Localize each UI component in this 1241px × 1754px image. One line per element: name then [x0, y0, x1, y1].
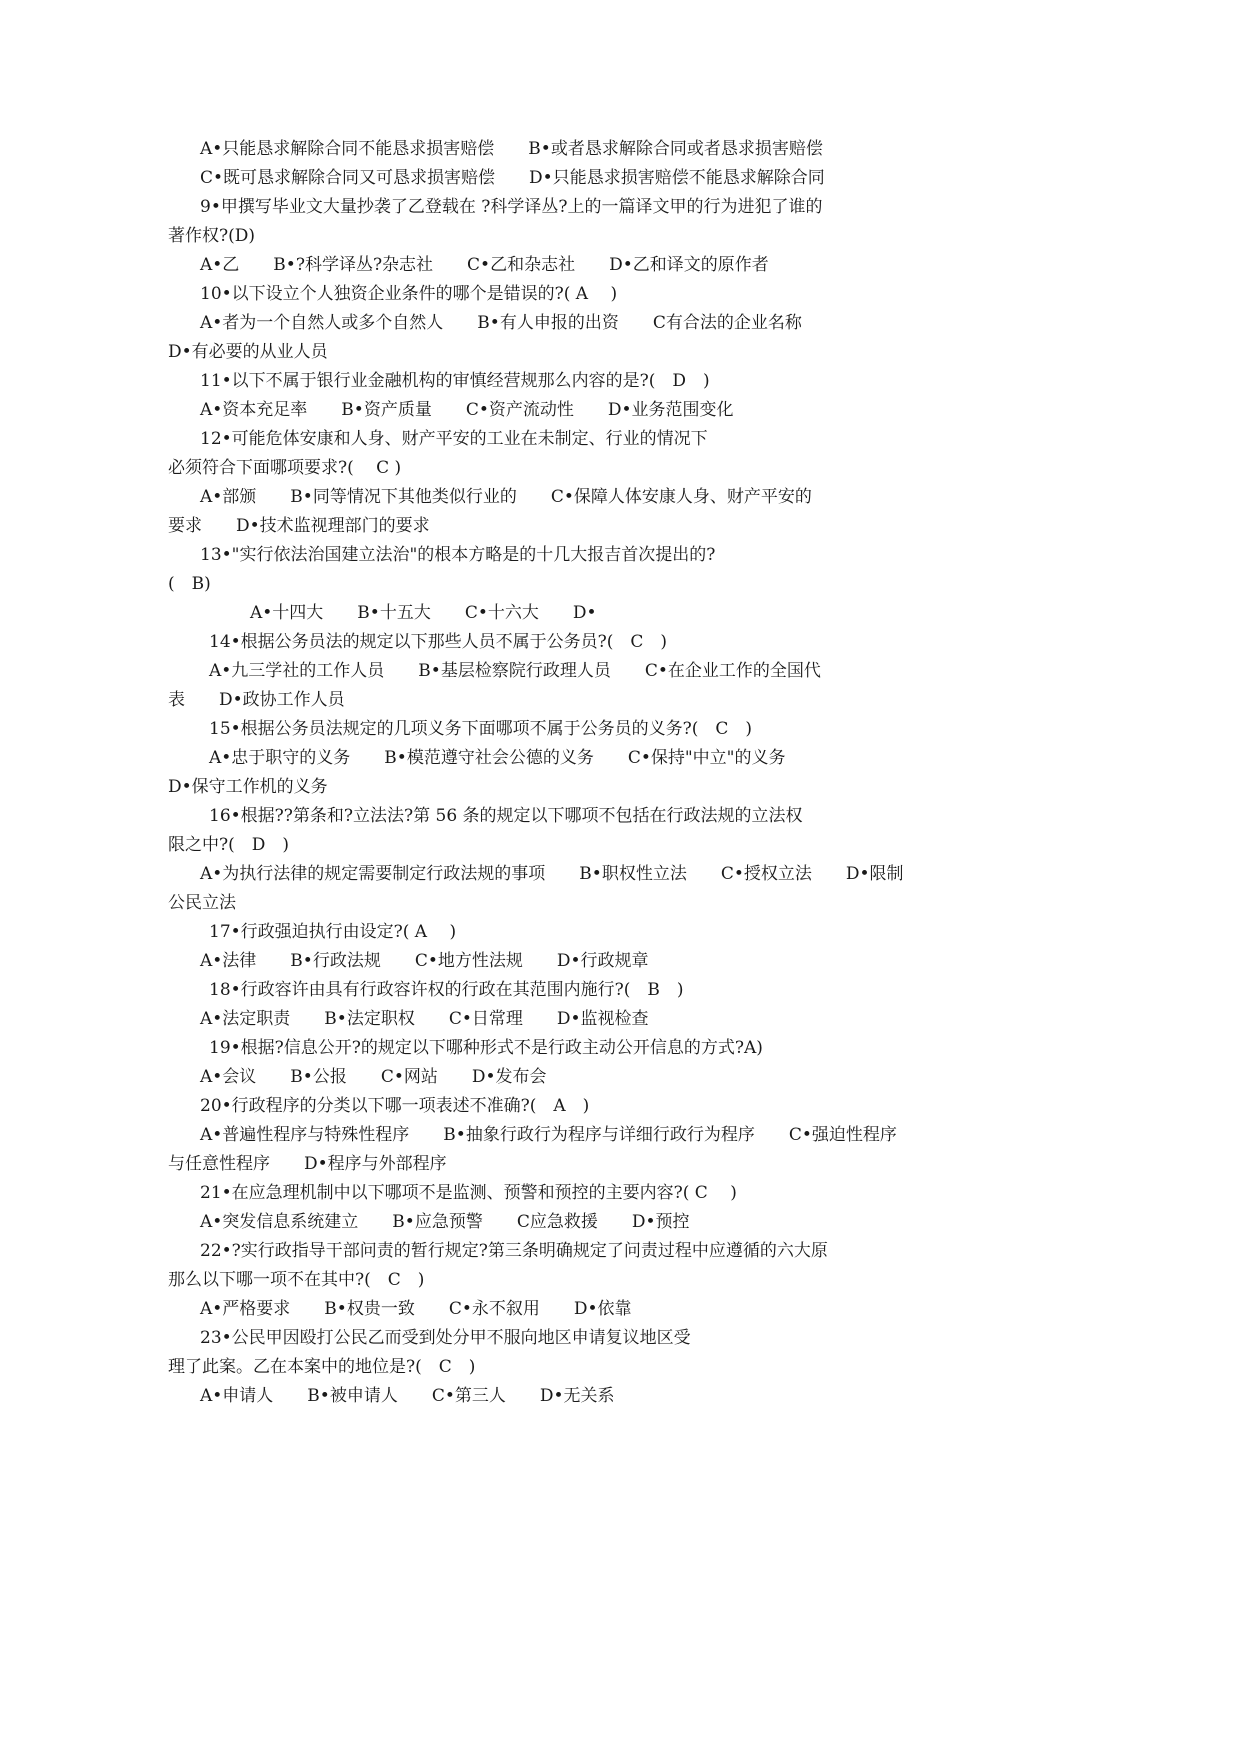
text-line: D•保守工作机的义务 [168, 777, 328, 797]
text-line: 15•根据公务员法规定的几项义务下面哪项不属于公务员的义务?( C ) [209, 719, 753, 739]
text-line: A•十四大 B•十五大 C•十六大 D• [250, 603, 597, 623]
text-line: 表 D•政协工作人员 [168, 690, 345, 710]
text-line: 公民立法 [168, 893, 236, 913]
text-line: A•法定职责 B•法定职权 C•日常理 D•监视检查 [200, 1009, 649, 1029]
text-line: 著作权?(D) [168, 226, 256, 246]
text-line: A•部颁 B•同等情况下其他类似行业的 C•保障人体安康人身、财产平安的 [200, 487, 812, 507]
text-line: 要求 D•技术监视理部门的要求 [168, 516, 430, 536]
text-line: A•突发信息系统建立 B•应急预警 C应急救援 D•预控 [200, 1212, 690, 1232]
text-line: 17•行政强迫执行由设定?( A ) [209, 922, 457, 942]
text-line: 19•根据?信息公开?的规定以下哪种形式不是行政主动公开信息的方式?A) [209, 1038, 763, 1058]
text-line: 9•甲撰写毕业文大量抄袭了乙登载在 ?科学译丛?上的一篇译文甲的行为进犯了谁的 [200, 197, 823, 217]
text-line: A•申请人 B•被申请人 C•第三人 D•无关系 [200, 1386, 615, 1406]
text-line: ( B) [168, 574, 211, 594]
text-line: 理了此案。乙在本案中的地位是?( C ) [168, 1357, 476, 1377]
text-line: D•有必要的从业人员 [168, 342, 328, 362]
text-line: 11•以下不属于银行业金融机构的审慎经营规那么内容的是?( D ) [200, 371, 710, 391]
text-line: A•会议 B•公报 C•网站 D•发布会 [200, 1067, 547, 1087]
text-line: A•严格要求 B•权贵一致 C•永不叙用 D•依靠 [200, 1299, 632, 1319]
text-line: 18•行政容许由具有行政容许权的行政在其范围内施行?( B ) [209, 980, 684, 1000]
text-line: 必须符合下面哪项要求?( C ) [168, 458, 402, 478]
text-line: A•九三学社的工作人员 B•基层检察院行政理人员 C•在企业工作的全国代 [209, 661, 821, 681]
text-line: A•乙 B•?科学译丛?杂志社 C•乙和杂志社 D•乙和译文的原作者 [200, 255, 769, 275]
text-line: A•只能恳求解除合同不能恳求损害赔偿 B•或者恳求解除合同或者恳求损害赔偿 [200, 139, 823, 159]
text-line: 那么以下哪一项不在其中?( C ) [168, 1270, 425, 1290]
text-line: A•法律 B•行政法规 C•地方性法规 D•行政规章 [200, 951, 649, 971]
text-line: 20•行政程序的分类以下哪一项表述不准确?( A ) [200, 1096, 590, 1116]
text-line: 21•在应急理机制中以下哪项不是监测、预警和预控的主要内容?( C ) [200, 1183, 737, 1203]
text-line: 14•根据公务员法的规定以下那些人员不属于公务员?( C ) [209, 632, 668, 652]
text-line: 16•根据??第条和?立法法?第 56 条的规定以下哪项不包括在行政法规的立法权 [209, 806, 803, 826]
text-line: A•忠于职守的义务 B•模范遵守社会公德的义务 C•保持"中立"的义务 [209, 748, 786, 768]
text-line: 13•"实行依法治国建立法治"的根本方略是的十几大报吉首次提出的? [200, 545, 716, 565]
text-line: A•资本充足率 B•资产质量 C•资产流动性 D•业务范围变化 [200, 400, 734, 420]
text-line: 22•?实行政指导干部问责的暂行规定?第三条明确规定了问责过程中应遵循的六大原 [200, 1241, 828, 1261]
text-line: 限之中?( D ) [168, 835, 290, 855]
text-line: 与任意性程序 D•程序与外部程序 [168, 1154, 447, 1174]
text-line: A•者为一个自然人或多个自然人 B•有人申报的出资 C有合法的企业名称 [200, 313, 802, 333]
text-line: 12•可能危体安康和人身、财产平安的工业在未制定、行业的情况下 [200, 429, 708, 449]
text-line: A•为执行法律的规定需要制定行政法规的事项 B•职权性立法 C•授权立法 D•限制 [200, 864, 904, 884]
text-line: 23•公民甲因殴打公民乙而受到处分甲不服向地区申请复议地区受 [200, 1328, 691, 1348]
text-line: C•既可恳求解除合同又可恳求损害赔偿 D•只能恳求损害赔偿不能恳求解除合同 [200, 168, 825, 188]
text-line: 10•以下设立个人独资企业条件的哪个是错误的?( A ) [200, 284, 618, 304]
text-line: A•普遍性程序与特殊性程序 B•抽象行政行为程序与详细行政行为程序 C•强迫性程序 [200, 1125, 897, 1145]
